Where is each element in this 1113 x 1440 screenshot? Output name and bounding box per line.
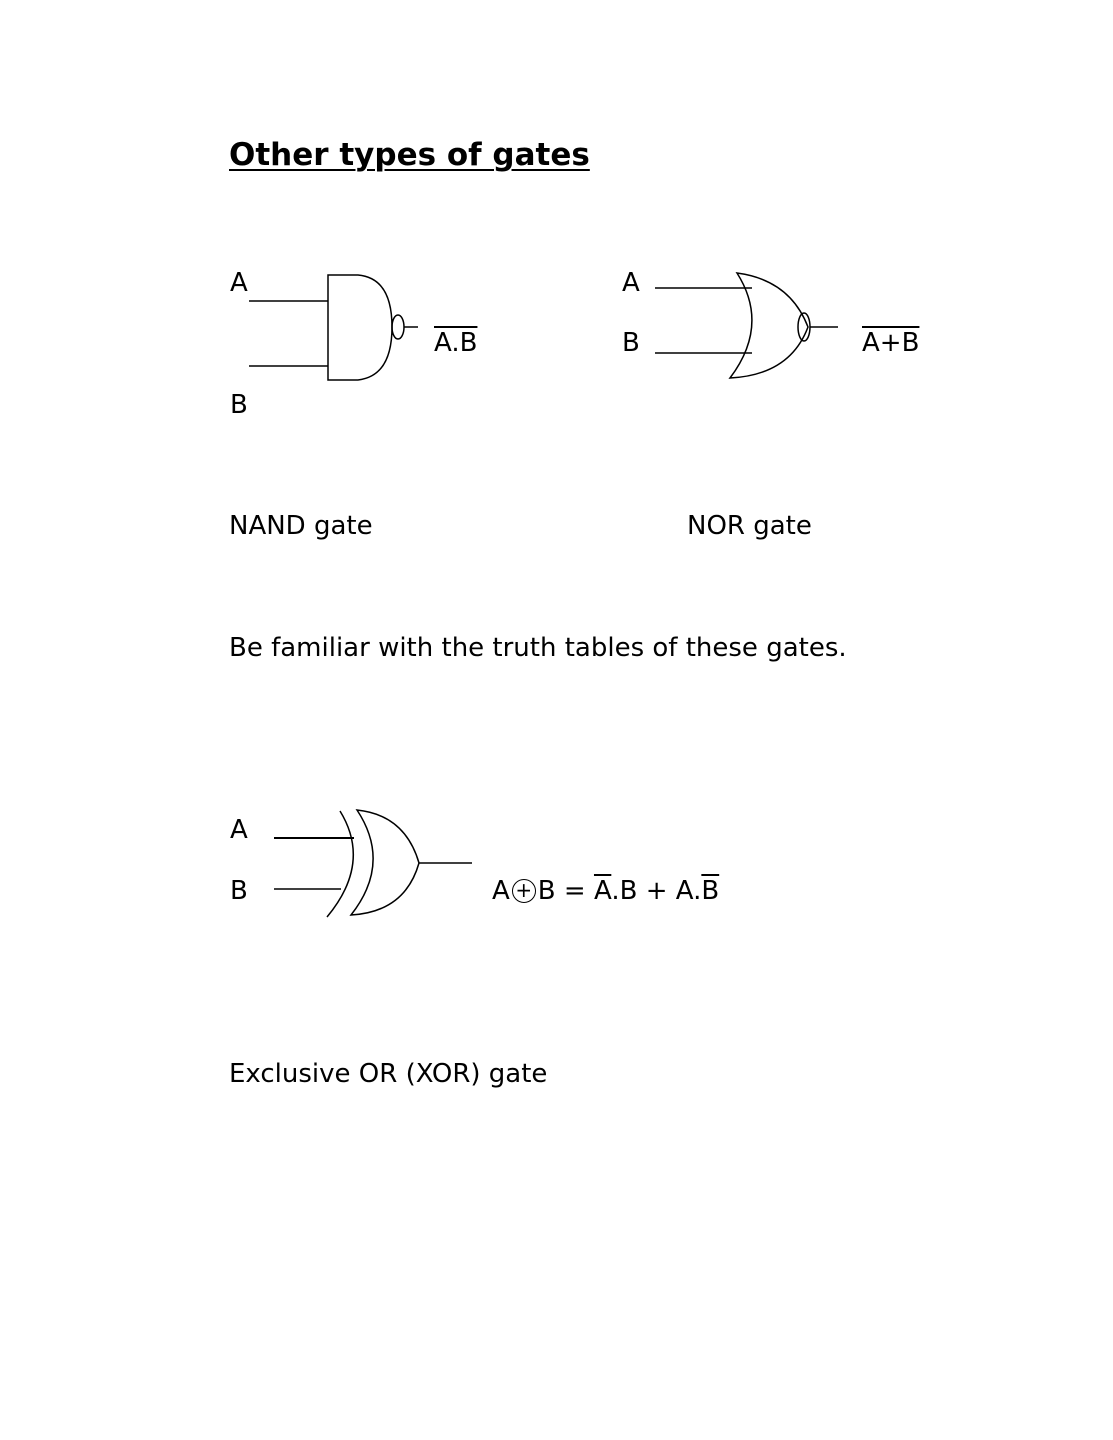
nand-input-a-label: A — [230, 268, 248, 298]
xor-caption: Exclusive OR (XOR) gate — [229, 1059, 548, 1089]
xor-formula — [492, 876, 719, 906]
formula-not-b: $\overline{B}$ — [701, 876, 720, 906]
nand-gate-symbol — [249, 275, 418, 380]
truth-table-note: Be familiar with the truth tables of these gates. — [229, 633, 847, 663]
formula-term1-rest: .B — [611, 876, 638, 906]
nand-input-b-label: B — [230, 390, 248, 420]
formula-b: B — [537, 876, 556, 906]
formula-term2-a: A. — [675, 876, 702, 906]
nand-output-expression: A.B — [434, 328, 478, 358]
nor-output-expression: A+B — [862, 328, 920, 358]
nor-input-b-label: B — [622, 328, 640, 358]
formula-equals: = — [563, 876, 586, 906]
formula-not-a: $\overline{A}$ — [593, 876, 612, 906]
nor-gate-symbol — [655, 273, 838, 378]
xor-input-a-label: A — [230, 815, 248, 845]
formula-plus: + — [645, 876, 668, 906]
xor-gate-symbol — [274, 810, 472, 917]
nor-input-a-label: A — [622, 268, 640, 298]
nand-caption: NAND gate — [229, 511, 373, 541]
formula-a: A — [492, 876, 510, 906]
xor-input-b-label: B — [230, 876, 248, 906]
page-title: Other types of gates — [229, 137, 590, 173]
xor-circle-plus-icon: + — [512, 879, 536, 903]
nor-caption: NOR gate — [687, 511, 812, 541]
